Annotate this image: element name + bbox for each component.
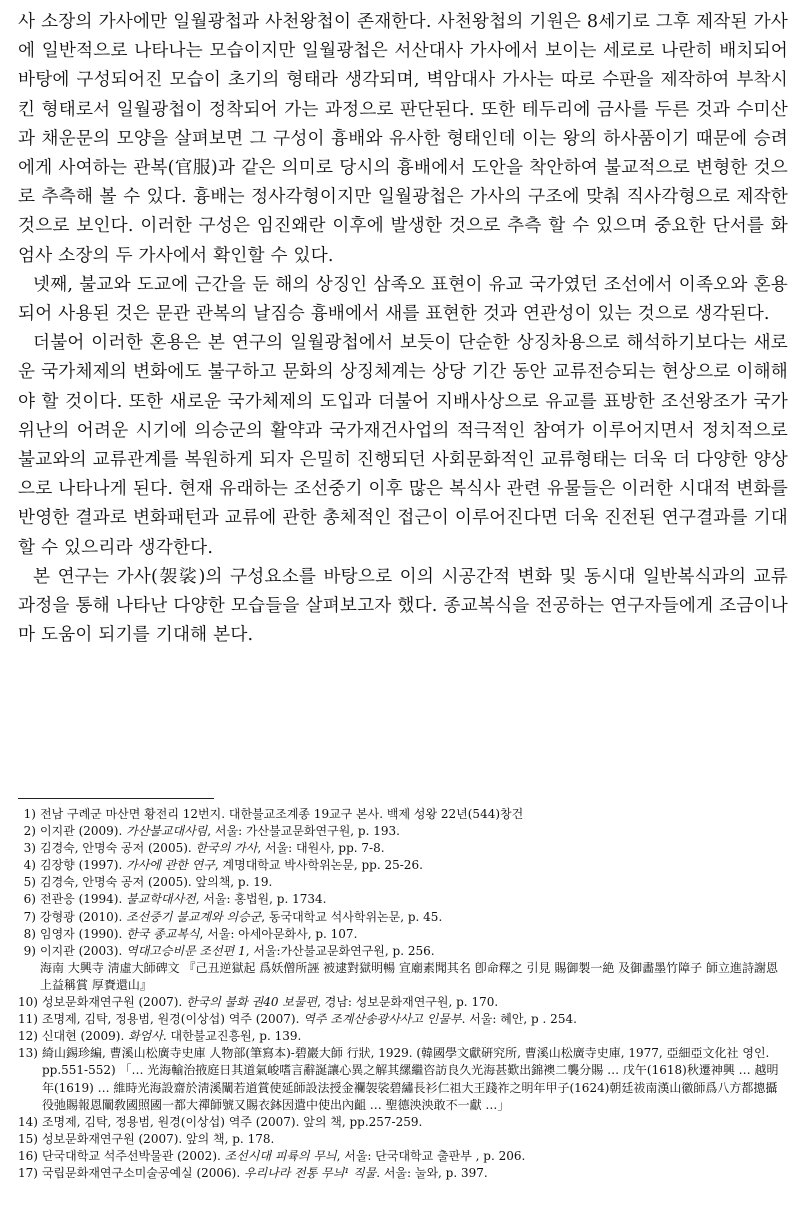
footnote-2: 2) 이지관 (2009). 가산불교대사림, 서울: 가산불교문화연구원, p. 193. [23, 824, 400, 839]
footnote-17: 17) 국립문화재연구소미술공예실 (2006). 우리나라 전통 무늬¹ 직물. 서울: 눌와, p. 397. [18, 1165, 488, 1180]
paragraph-3: 더불어 이러한 혼용은 본 연구의 일월광첩에서 보듯이 단순한 상징차용으로 해석하기보다는 새로운 국가체제의 변화에도 불구하고 문화의 상징체계는 상당 기간 동안 교류전승되는 현상으로 이해해야 할 것이다. 또한 새로운 국가체제의 도입과 더불어 지배사상으로 유교를 표방한 조선왕조가 국가위난의 어려운 시기에 의승군의 활약과 국가재건사업의 적극적인 참여가 이루어지면서 정치적으로 불교와의 교류관계를 복원하게 되자 은밀히 진행되던 사회문화적인 교류형태는 더욱 더 다양한 양상으로 나타나게 된다. 현재 유래하는 조선중기 이후 많은 복식사 관련 유물들은 이러한 시대적 변화를 반영한 결과로 변화패턴과 교류에 관한 총체적인 접근이 이루어진다면 더욱 진전된 연구결과를 기대할 수 있으리라 생각한다. [18, 333, 788, 558]
footnote-9-quote: 海南 大興寺 淸虛大師碑文 『己丑逆獄起 爲妖僧所誣 被逮對獄明暢 宣廟素聞其名 卽命釋之 引見 賜御製一絶 及御畵墨竹障子 師立進詩謝恩 上益稱賞 厚賚還山』 [40, 960, 778, 992]
footnote-3: 3) 김경숙, 안명숙 공저 (2005). 한국의 가사, 서울: 대원사, pp. 7-8. [23, 841, 385, 856]
footnote-8: 8) 임영자 (1990). 한국 종교복식, 서울: 아세아문화사, p. 107. [23, 926, 358, 941]
footnote-6: 6) 전관응 (1994). 불교학대사전, 서울: 홍법원, p. 1734. [23, 892, 327, 907]
footnote-15: 15) 성보문화재연구원 (2007). 앞의 책, p. 178. [18, 1131, 275, 1146]
footnote-14: 14) 조명제, 김탁, 정용범, 원경(이상섭) 역주 (2007). 앞의 책, pp.257-259. [18, 1114, 423, 1129]
footnote-11: 11) 조명제, 김탁, 정용범, 원경(이상섭) 역주 (2007). 역주 조계산송광사사고 인물부. 서울: 혜안, p . 254. [18, 1012, 577, 1027]
footnote-16: 16) 단국대학교 석주선박물관 (2002). 조선시대 피륙의 무늬, 서울: 단국대학교 출판부 , p. 206. [18, 1148, 526, 1163]
paragraph-1: 사 소장의 가사에만 일월광첩과 사천왕첩이 존재한다. 사천왕첩의 기원은 8세기로 그후 제작된 가사에 일반적으로 나타나는 모습이지만 일월광첩은 서산대사 가사에서 보이는 세로로 나란히 배치되어 바탕에 구성되어진 모습이 초기의 형태라 생각되며, 벽암대사 가사는 따로 수판을 제작하여 부착시킨 형태로서 일월광첩이 정착되어 가는 과정으로 판단된다. 또한 테두리에 금사를 두른 것과 수미산과 채운문의 모양을 살펴보면 그 구성이 흉배와 유사한 형태인데 이는 왕의 하사품이기 때문에 승려에게 사여하는 관복(官服)과 같은 의미로 당시의 흉배에서 도안을 착안하여 불교적으로 변형한 것으로 추측해 볼 수 있다. 흉배는 정사각형이지만 일월광첩은 가사의 구조에 맞춰 직사각형으로 제작한 것으로 보인다. 이러한 구성은 임진왜란 이후에 발생한 것으로 추측 할 수 있으며 중요한 단서를 화엄사 소장의 두 가사에서 확인할 수 있다. [18, 12, 788, 266]
footnote-13: 13) 綺山錫珍編, 曹溪山松廣寺史庫 人物部(筆寫本)-碧巖大師 行狀, 1929. (韓國學文獻硏究所, 曹溪山松廣寺史庫, 1977, 亞細亞文化社 영인. pp.551-552) 「… 光海輸治掖庭日其道氣峻嗜言辭誕讓心異之解其縲繼咨訪良久光海甚歎出錦襖二襲分賜 … 戊午(1618)秋遷神興 … 越明年(1619) … 維時光海設齋於淸溪闡若道賞使延師設法授金襴袈裟碧繡長衫仁祖大王踐祚之明年甲子(1624)朝廷祓南漢山徽師爲八方都摠攝役弛賜報恩闡敎國照國一都大禪師號又賜衣鉢因遣中使出內齟 … 聖德泱泱敢不一獻 …」 [18, 1046, 779, 1112]
body-text [18, 8, 788, 650]
footnote-10: 10) 성보문화재연구원 (2007). 한국의 불화 권40 보물편, 경남: 성보문화재연구원, p. 170. [18, 995, 499, 1010]
footnote-5: 5) 김경숙, 안명숙 공저 (2005). 앞의책, p. 19. [23, 875, 273, 890]
footnote-1: 1) 전남 구례군 마산면 황전리 12번지. 대한불교조계종 19교구 본사. 백제 성왕 22년(544)창건 [23, 807, 524, 821]
footnote-4: 4) 김장향 (1997). 가사에 관한 연구, 계명대학교 박사학위논문, pp. 25-26. [23, 858, 423, 873]
footnote-12: 12) 신대현 (2009). 화엄사. 대한불교진흥원, p. 139. [18, 1029, 302, 1044]
paragraph-2: 넷째, 불교와 도교에 근간을 둔 해의 상징인 삼족오 표현이 유교 국가였던 조선에서 이족오와 혼용되어 사용된 것은 문관 관복의 날짐승 흉배에서 새를 표현한 것과 연관성이 있는 것으로 생각된다. [18, 274, 788, 325]
footnotes [18, 806, 788, 1182]
paragraph-4: 본 연구는 가사(袈裟)의 구성요소를 바탕으로 이의 시공간적 변화 및 동시대 일반복식과의 교류 과정을 통해 나타난 다양한 모습들을 살펴보고자 했다. 종교복식을 전공하는 연구자들에게 조금이나마 도움이 되기를 기대해 본다. [18, 566, 788, 646]
footnote-7: 7) 강형광 (2010). 조선중기 불교계와 의승군, 동국대학교 석사학위논문, p. 45. [23, 909, 443, 924]
footnote-9: 9) 이지관 (2003). 역대고승비문 조선편 1, 서울:가산불교문화연구원, p. 256. [23, 943, 435, 958]
footnote-divider [18, 798, 214, 799]
